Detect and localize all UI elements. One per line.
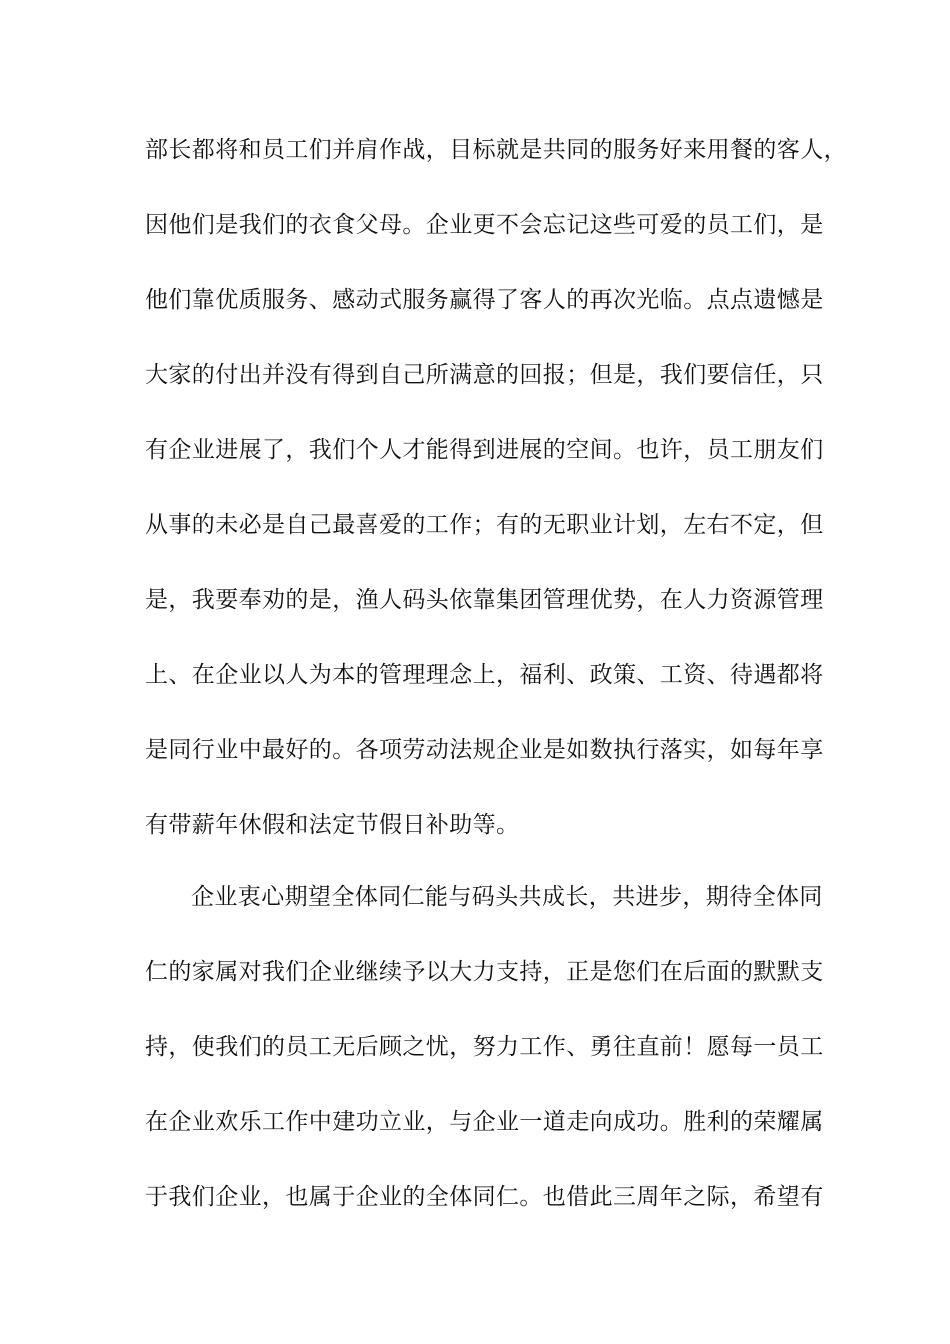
text-line: 企业衷心期望全体同仁能与码头共成长，共进步，期待全体同 xyxy=(191,884,823,910)
text-line: 是同行业中最好的。各项劳动法规企业是如数执行落实，如每年享 xyxy=(145,737,824,763)
text-line: 从事的未必是自己最喜爱的工作；有的无职业计划，左右不定，但 xyxy=(145,512,824,538)
text-line: 是，我要奉劝的是，渔人码头依靠集团管理优势，在人力资源管理 xyxy=(145,587,824,613)
text-line: 大家的付出并没有得到自己所满意的回报；但是，我们要信任，只 xyxy=(145,362,824,388)
text-line: 在企业欢乐工作中建功立业，与企业一道走向成功。胜利的荣耀属 xyxy=(145,1109,824,1135)
text-line: 仁的家属对我们企业继续予以大力支持，正是您们在后面的默默支 xyxy=(145,959,824,985)
text-line: 上、在企业以人为本的管理理念上，福利、政策、工资、待遇都将 xyxy=(145,662,824,688)
text-line: 有企业进展了，我们个人才能得到进展的空间。也许，员工朋友们 xyxy=(145,437,824,463)
text-line: 因他们是我们的衣食父母。企业更不会忘记这些可爱的员工们，是 xyxy=(145,212,824,238)
text-line: 有带薪年休假和法定节假日补助等。 xyxy=(145,812,520,838)
text-line: 他们靠优质服务、感动式服务赢得了客人的再次光临。点点遗憾是 xyxy=(145,287,824,313)
text-line: 持，使我们的员工无后顾之忧，努力工作、勇往直前！愿每一员工 xyxy=(145,1034,824,1060)
text-line: 部长都将和员工们并肩作战，目标就是共同的服务好来用餐的客人， xyxy=(145,137,847,163)
text-line: 于我们企业，也属于企业的全体同仁。也借此三周年之际，希望有 xyxy=(145,1184,824,1210)
